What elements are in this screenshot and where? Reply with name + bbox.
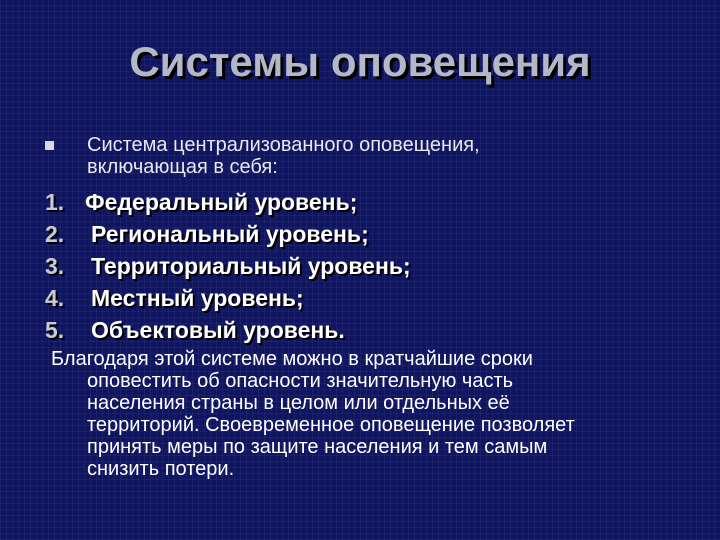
list-item-text: Местный уровень; — [91, 285, 304, 311]
list-number: 3. — [45, 253, 65, 279]
bullet-item — [45, 134, 705, 178]
bullet-line-1: Система централизованного оповещения, — [87, 134, 480, 156]
list-item — [45, 314, 705, 346]
paragraph-line-1: Благодаря этой системе можно в кратчайшие сроки — [51, 348, 533, 370]
list-item — [45, 250, 705, 282]
list-number: 1. — [45, 189, 65, 215]
list-item-text: Федеральный уровень; — [85, 189, 358, 215]
square-bullet-icon — [45, 141, 54, 150]
list-item — [45, 218, 705, 250]
list-item-text: Объектовый уровень. — [91, 317, 345, 343]
levels-list — [45, 186, 705, 346]
paragraph-line-6: снизить потери. — [87, 458, 235, 480]
description-paragraph — [45, 348, 705, 480]
bullet-line-2: включающая в себя: — [87, 156, 278, 178]
list-item-text: Региональный уровень; — [91, 221, 369, 247]
slide-body — [45, 134, 705, 480]
paragraph-line-5: принять меры по защите населения и тем самым — [87, 436, 548, 458]
list-number: 5. — [45, 317, 65, 343]
slide-title: Системы оповещения — [129, 38, 591, 85]
bullet-text — [87, 134, 705, 178]
paragraph-line-3: населения страны в целом или отдельных её — [87, 392, 510, 414]
list-item-text: Территориальный уровень; — [91, 253, 411, 279]
list-number: 4. — [45, 285, 65, 311]
list-item — [45, 282, 705, 314]
paragraph-line-4: территорий. Своевременное оповещение позволяет — [87, 414, 575, 436]
paragraph-line-2: оповестить об опасности значительную часть — [87, 370, 514, 392]
list-item — [45, 186, 705, 218]
list-number: 2. — [45, 221, 65, 247]
